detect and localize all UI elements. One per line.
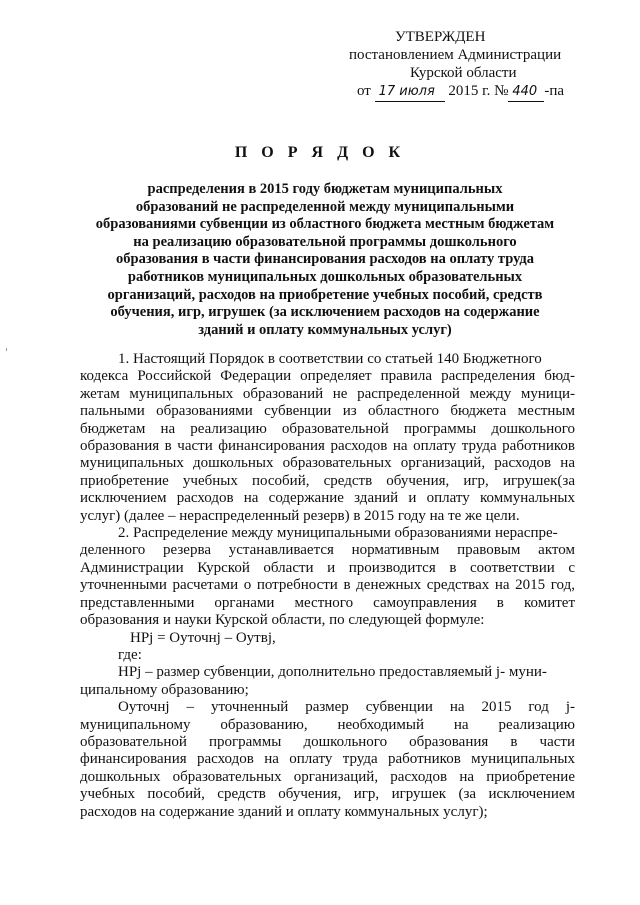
doc-suffix: -па xyxy=(544,83,565,99)
definition-line: муниципальному образованию, необходимый на реализацию xyxy=(80,716,575,733)
text-line: муниципальных дошкольных образовательных организаций, расходов на xyxy=(80,455,575,472)
definition-line: учебных пособий, средств обучения, игр, игрушек (за исключением xyxy=(80,786,575,803)
definition-line: Оуточнj – уточненный размер субвенции на 2015 год j- xyxy=(118,699,575,716)
text-line: уточненными расчетами о потребности в денежных средствах на 2015 год, xyxy=(80,577,575,594)
text-line: представленными органами местного самоуправления в комитет xyxy=(80,594,575,611)
document-title: П О Р Я Д О К xyxy=(234,144,406,161)
subtitle-line: образованиями субвенции из областного бюджета местным бюджетам xyxy=(95,216,555,233)
subtitle-line: образований не распределенной между муниципальными xyxy=(135,198,515,215)
where-label: где: xyxy=(118,646,142,663)
text-line: образования и науки Курской области, по следующей формуле: xyxy=(80,612,485,629)
definition-line: образовательной программы дошкольного образования в части xyxy=(80,733,575,750)
date-year: 2015 г. № xyxy=(448,83,509,99)
subtitle-line: на реализацию образовательной программы дошкольного xyxy=(133,233,517,250)
handwritten-doc-number: 440 xyxy=(508,83,544,102)
definition-line: дошкольных образовательных организаций, расходов на приобретение xyxy=(80,768,575,785)
handwritten-date: 17 июля xyxy=(375,83,445,102)
text-line: исключением расходов на содержание зданий и оплату коммунальных xyxy=(80,490,575,507)
text-line: пальными образованиями субвенции из областного бюджета местным xyxy=(80,403,575,420)
approval-date xyxy=(335,82,625,102)
text-line: кодекса Российской Федерации определяет правила распределения бюд- xyxy=(80,368,575,385)
definition-line: финансирования расходов на оплату труда работников муниципальных xyxy=(80,751,575,768)
text-line: приобретение учебных пособий, средств обучения, игр, игрушек(за xyxy=(80,472,575,489)
text-line: жетам муниципальных образований не распределенной между муници- xyxy=(80,385,575,402)
subtitle-line: образования в части финансирования расходов на оплату труда xyxy=(116,251,534,268)
document-subtitle xyxy=(75,181,575,339)
subtitle-line: зданий и оплату коммунальных услуг) xyxy=(198,321,452,338)
definition-line: ципальному образованию; xyxy=(80,681,249,698)
subtitle-line: работников муниципальных дошкольных образовательных xyxy=(127,268,523,285)
subtitle-line: обучения, игр, игрушек (за исключением расходов на содержание xyxy=(110,304,540,321)
text-line: образования в части финансирования расходов на оплату труда работников xyxy=(80,438,575,455)
formula: НРj = Оуточнj – Оутвj, xyxy=(130,629,276,646)
text-line: 2. Распределение между муниципальными образованиями нераспре- xyxy=(118,525,558,542)
text-line: бюджетам на реализацию образовательной программы дошкольного xyxy=(80,420,575,437)
approval-line-1: постановлением Администрации xyxy=(349,47,562,63)
subtitle-line: организаций, расходов на приобретение учебных пособий, средств xyxy=(107,286,543,303)
date-prefix: от xyxy=(357,83,371,99)
margin-mark xyxy=(6,348,7,351)
text-line: деленного резерва устанавливается нормативным правовым актом xyxy=(80,542,575,559)
definition-line: расходов на содержание зданий и оплату коммунальных услуг); xyxy=(80,803,488,820)
text-line: 1. Настоящий Порядок в соответствии со статьей 140 Бюджетного xyxy=(118,351,542,367)
text-line: услуг) (далее – нераспределенный резерв) в 2015 году на те же цели. xyxy=(80,507,520,524)
definition-line: НРj – размер субвенции, дополнительно предоставляемый j- муни- xyxy=(118,664,547,681)
subtitle-line: распределения в 2015 году бюджетам муниципальных xyxy=(147,181,503,197)
approval-block xyxy=(335,28,625,102)
approval-line-2: Курской области xyxy=(410,65,517,81)
text-line: Администрации Курской области и производится в соответствии с xyxy=(80,559,575,576)
paragraph-1 xyxy=(80,351,575,821)
approval-title: УТВЕРЖДЕН xyxy=(395,29,486,45)
